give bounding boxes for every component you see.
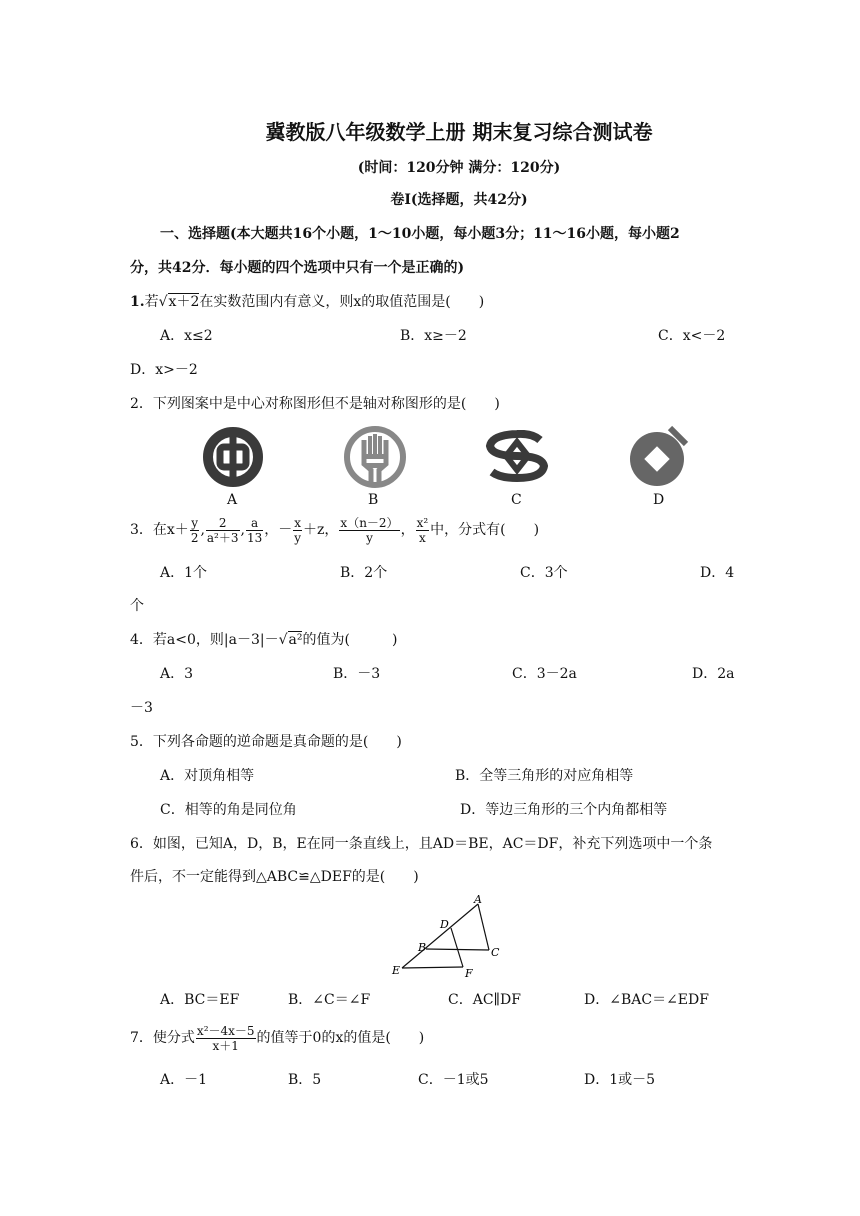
- option-a: A．－1: [160, 1072, 208, 1088]
- subtitle: (时间：120分钟 满分：120分): [357, 160, 561, 176]
- numerator: x²－4x－5: [196, 1023, 255, 1038]
- fraction: [190, 516, 200, 545]
- page-title: 冀教版八年级数学上册 期末复习综合测试卷: [265, 120, 653, 144]
- question-number: 1.: [130, 294, 145, 310]
- option-a: A．1个: [160, 565, 208, 581]
- numerator: x（n－2）: [340, 515, 399, 530]
- question-text: ，－: [264, 522, 293, 538]
- option-d: D．∠BAC＝∠EDF: [584, 992, 709, 1008]
- option-c: C．x<－2: [658, 328, 726, 344]
- denominator: x: [418, 530, 426, 545]
- question-text: 的值为( ): [302, 632, 398, 648]
- numerator: x: [294, 515, 302, 530]
- logo-label-c: C: [511, 492, 522, 508]
- option-c: C．3－2a: [512, 666, 577, 682]
- logo-c-icon: [482, 430, 552, 482]
- option-c: C．3个: [520, 565, 568, 581]
- logo-label-b: B: [368, 492, 379, 508]
- option-d: D．x>－2: [130, 362, 198, 378]
- question-1: [130, 292, 484, 312]
- section-instructions-line1: 一、选择题(本大题共16个小题，1～10小题，每小题3分；11～16小题，每小题2: [160, 226, 680, 242]
- label-a: A: [474, 893, 482, 906]
- question-text: 4．若a<0，则|a－3|－: [130, 632, 279, 648]
- denominator: a²＋3: [206, 530, 239, 545]
- option-a: A．对顶角相等: [160, 768, 255, 784]
- denominator: y: [366, 530, 373, 545]
- option-c: C．相等的角是同位角: [160, 802, 297, 818]
- option-b: B．全等三角形的对应角相等: [455, 768, 634, 784]
- option-b: B．5: [288, 1072, 322, 1088]
- question-6-line1: 6．如图，已知A，D，B，E在同一条直线上，且AD＝BE，AC＝DF，补充下列选项中一个条: [130, 836, 713, 852]
- question-text: 在实数范围内有意义，则x的取值范围是( ): [199, 294, 485, 310]
- question-text: ＋z，: [303, 522, 339, 538]
- triangle-figure: [388, 892, 504, 982]
- question-text: 7．使分式: [130, 1030, 195, 1046]
- radicand: a²: [288, 632, 303, 648]
- label-e: E: [392, 964, 401, 977]
- question-3: 3．在x＋ $\frac{y}{2}$ , $\frac{2}{\text{a²＋3}}$ , $\frac{a}{13}$ ，－ $\frac{x}{y}$ ＋z， $\frac{x(n-2)}{y}$ ， $\frac{\text{x²}}{x}$ 中，分式有( ): [130, 515, 540, 545]
- option-d: D．等边三角形的三个内角都相等: [460, 802, 668, 818]
- option-b: B．2个: [340, 565, 388, 581]
- option-b: B．－3: [333, 666, 381, 682]
- option-c: C．AC∥DF: [448, 992, 521, 1008]
- numerator: 2: [206, 516, 240, 531]
- denominator: y: [294, 530, 302, 545]
- option-d: D．1或－5: [584, 1072, 656, 1088]
- logo-label-d: D: [653, 492, 665, 508]
- fraction: [293, 516, 302, 545]
- section-instructions-line2: 分，共42分．每小题的四个选项中只有一个是正确的): [130, 260, 465, 276]
- question-7: [130, 1018, 424, 1058]
- question-text: 的值等于0的x的值是( ): [256, 1030, 425, 1046]
- option-d-wrap: －3: [130, 700, 153, 716]
- question-6-line2: 件后，不一定能得到△ABC≌△DEF的是( ): [130, 869, 419, 885]
- logo-a-icon: [200, 426, 266, 488]
- numerator: y: [191, 515, 199, 530]
- label-b: B: [418, 941, 427, 954]
- question-text: 3．在x＋: [130, 522, 189, 538]
- question-5: 5．下列各命题的逆命题是真命题的是( ): [130, 734, 402, 750]
- fraction: [416, 516, 430, 545]
- option-c: C．－1或5: [418, 1072, 489, 1088]
- radicand: x＋2: [168, 294, 200, 310]
- numerator: x²: [416, 515, 429, 530]
- denominator: x＋1: [212, 1038, 239, 1053]
- sqrt-sign: √: [278, 632, 288, 648]
- option-b: B．x≥－2: [400, 328, 467, 344]
- sqrt-sign: √: [158, 294, 168, 310]
- option-a: A．x≤2: [160, 328, 213, 344]
- option-b: B．∠C＝∠F: [288, 992, 371, 1008]
- fraction: [206, 516, 240, 545]
- fraction: [196, 1024, 256, 1053]
- option-d: D．4: [700, 565, 735, 581]
- option-a: A．3: [160, 666, 194, 682]
- question-2: 2．下列图案中是中心对称图形但不是轴对称图形的是( ): [130, 396, 500, 412]
- denominator: 13: [246, 530, 263, 545]
- logo-b-icon: [342, 424, 408, 490]
- question-text: 若: [144, 294, 159, 310]
- question-text: ，: [400, 522, 415, 538]
- question-4: [130, 630, 397, 650]
- option-d-wrap: 个: [130, 598, 144, 614]
- numerator: a: [246, 516, 263, 531]
- fraction: [339, 516, 399, 545]
- label-f: F: [465, 967, 473, 980]
- fraction: [246, 516, 263, 545]
- part-heading: 卷Ⅰ(选择题，共42分): [390, 192, 528, 208]
- question-text: 中，分式有( ): [430, 522, 540, 538]
- option-a: A．BC＝EF: [160, 992, 240, 1008]
- option-d: D．2a: [692, 666, 735, 682]
- label-c: C: [491, 946, 500, 959]
- logo-label-a: A: [227, 492, 238, 508]
- logo-d-icon: [626, 424, 692, 490]
- label-d: D: [440, 918, 449, 931]
- denominator: 2: [190, 530, 199, 545]
